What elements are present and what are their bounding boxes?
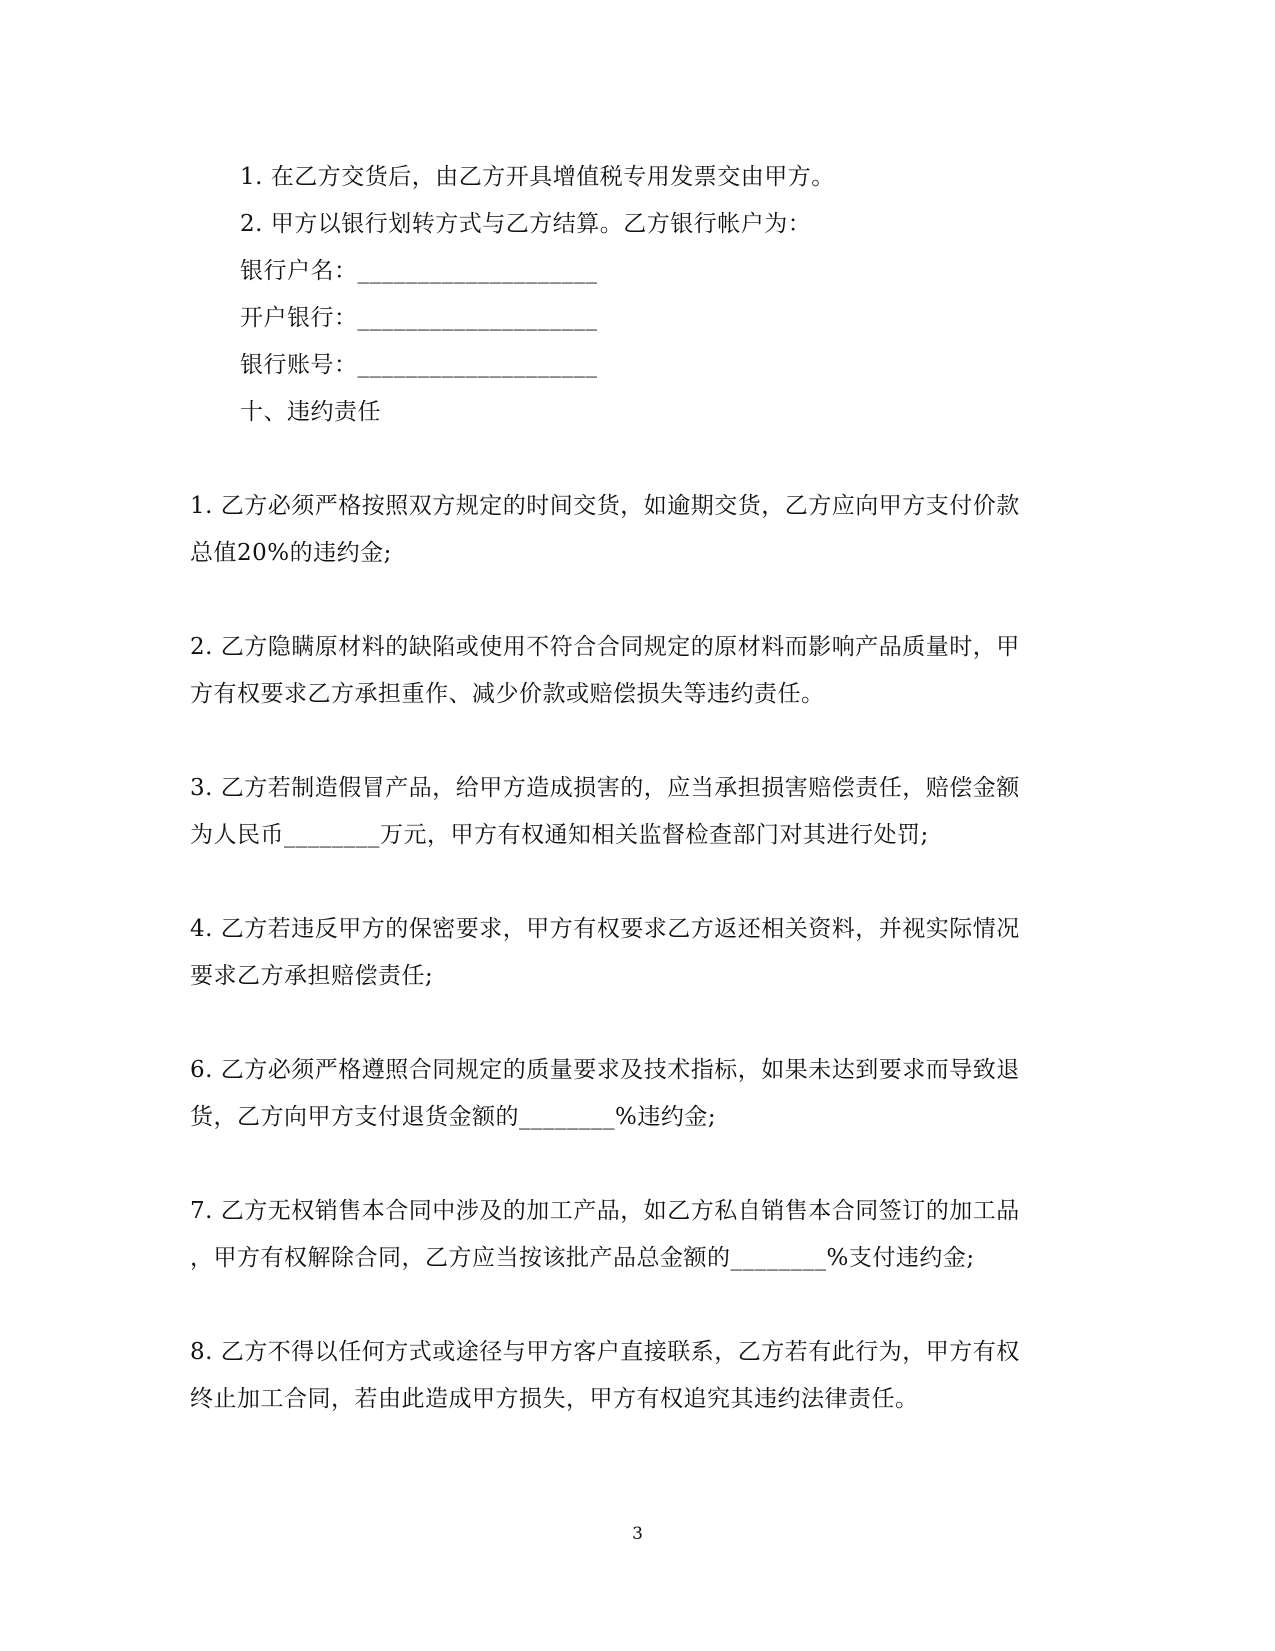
clause-3-line-2: 为人民币________万元，甲方有权通知相关监督检查部门对其进行处罚; [190,822,929,848]
clause-1-line-1: 1. 乙方必须严格按照双方规定的时间交货，如逾期交货，乙方应向甲方支付价款 [190,493,1020,519]
clause-7-line-2: ，甲方有权解除合同，乙方应当按该批产品总金额的________%支付违约金; [190,1245,975,1271]
clause-3-line-1: 3. 乙方若制造假冒产品，给甲方造成损害的，应当承担损害赔偿责任，赔偿金额 [190,775,1020,801]
clause-8-line-1: 8. 乙方不得以任何方式或途径与甲方客户直接联系，乙方若有此行为，甲方有权 [190,1339,1020,1365]
clause-1-line-2: 总值20%的违约金; [190,540,392,566]
clause-7-line-1: 7. 乙方无权销售本合同中涉及的加工产品，如乙方私自销售本合同签订的加工品 [190,1198,1020,1224]
clause-6-line-1: 6. 乙方必须严格遵照合同规定的质量要求及技术指标，如果未达到要求而导致退 [190,1057,1020,1083]
clause-6-line-2: 货，乙方向甲方支付退货金额的________%违约金; [190,1104,717,1130]
payment-item-2: 2. 甲方以银行划转方式与乙方结算。乙方银行帐户为： [240,211,812,237]
section-heading-liability: 十、违约责任 [240,399,381,425]
payment-item-1: 1. 在乙方交货后，由乙方开具增值税专用发票交由甲方。 [240,164,835,190]
bank-account-name: 银行户名：____________________ [240,258,598,284]
bank-account-number: 银行账号：____________________ [240,352,598,378]
clause-8-line-2: 终止加工合同，若由此造成甲方损失，甲方有权追究其违约法律责任。 [190,1386,919,1412]
clause-4-line-2: 要求乙方承担赔偿责任; [190,963,434,989]
clause-2-line-1: 2. 乙方隐瞒原材料的缺陷或使用不符合合同规定的原材料而影响产品质量时，甲 [190,634,1020,660]
clause-2-line-2: 方有权要求乙方承担重作、减少价款或赔偿损失等违约责任。 [190,681,825,707]
clause-4-line-1: 4. 乙方若违反甲方的保密要求，甲方有权要求乙方返还相关资料，并视实际情况 [190,916,1020,942]
page-number: 3 [632,1524,643,1544]
bank-name: 开户银行：____________________ [240,305,598,331]
